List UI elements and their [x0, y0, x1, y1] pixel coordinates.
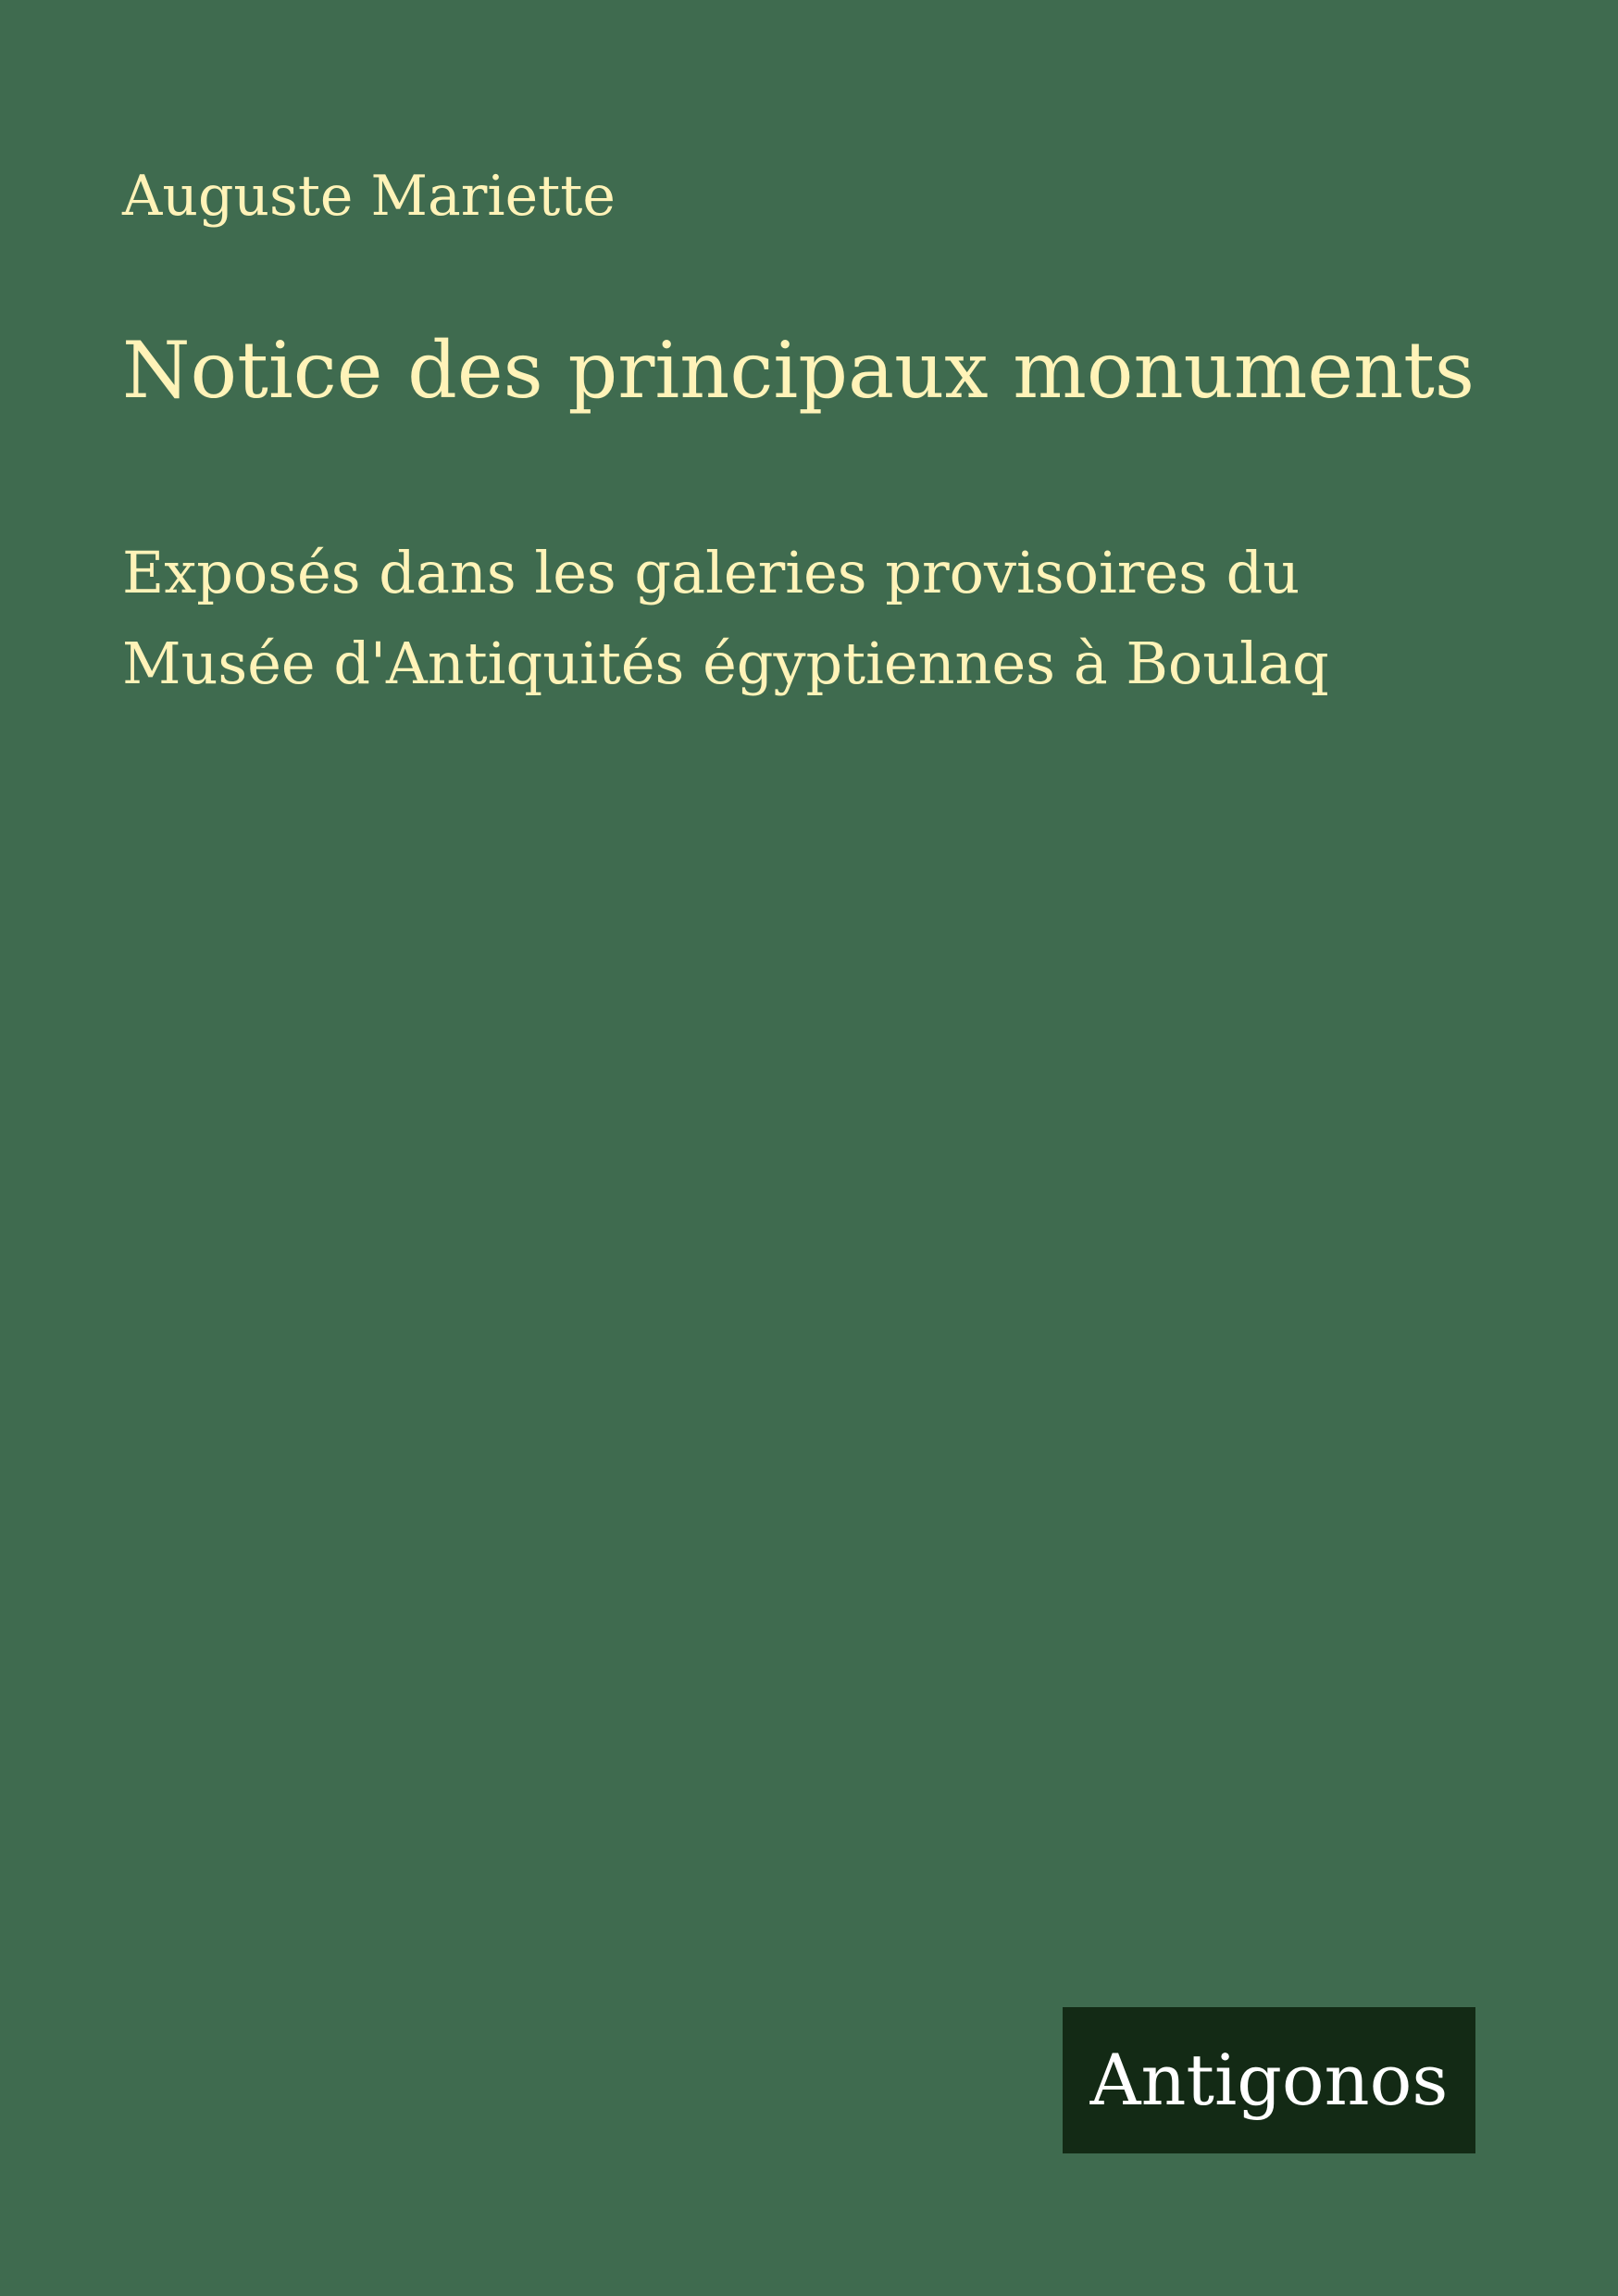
book-subtitle: Exposés dans les galeries provisoires du Musée d'Antiquités égyptiennes à Boulaq: [122, 539, 1329, 697]
author-name: Auguste Mariette: [122, 164, 616, 229]
publisher-name: Antigonos: [1089, 2039, 1449, 2121]
publisher-badge: [1063, 2007, 1475, 2153]
book-title: Notice des principaux monuments: [122, 325, 1475, 416]
